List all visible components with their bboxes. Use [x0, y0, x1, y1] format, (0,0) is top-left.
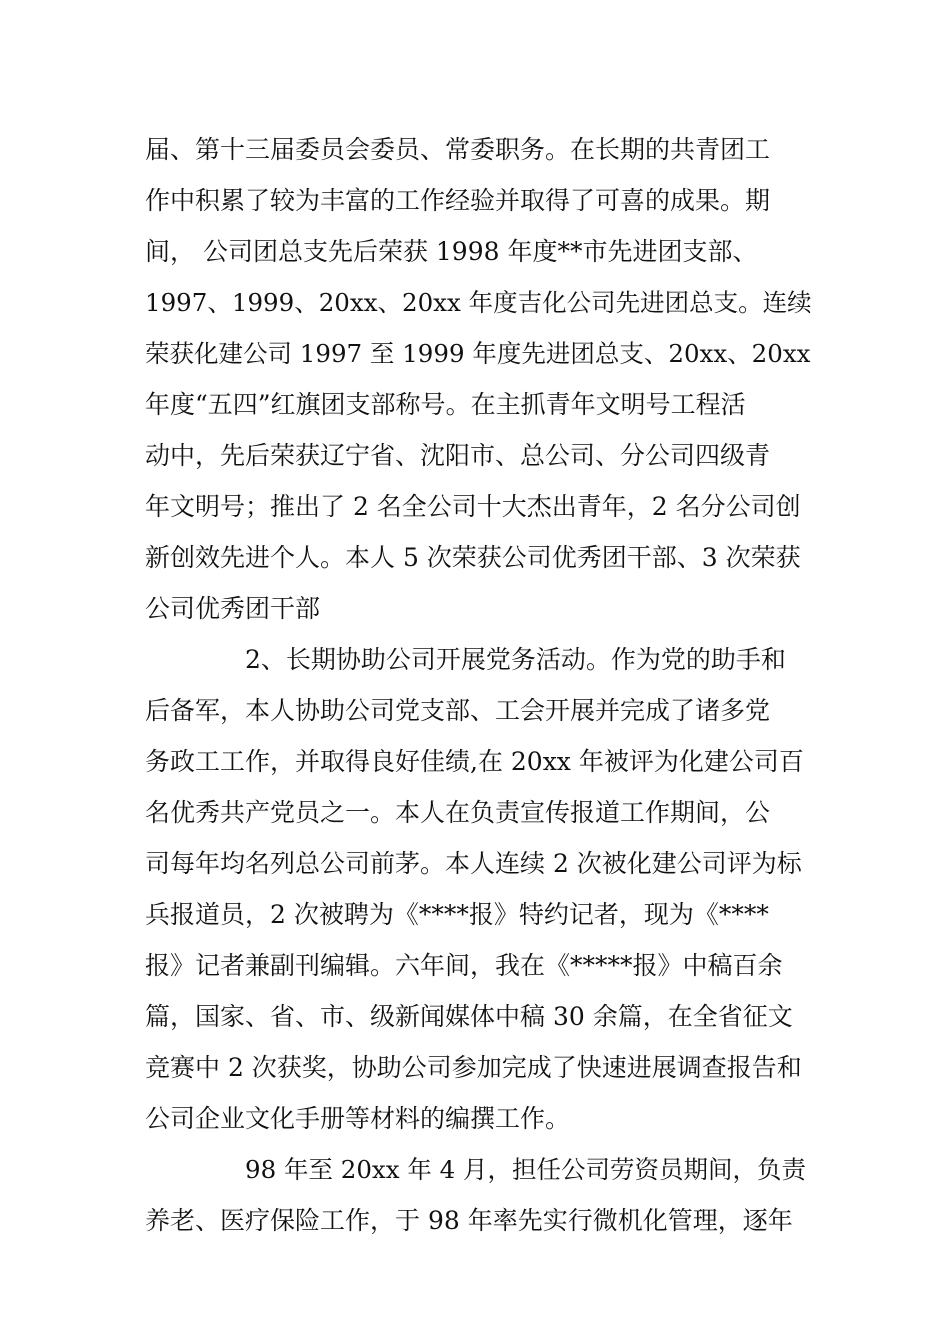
text-line: 荣获化建公司 1997 至 1999 年度先进团总支、20xx、20xx: [145, 339, 811, 368]
text-line: 竞赛中 2 次获奖，协助公司参加完成了快速进展调查报告和: [145, 1053, 802, 1082]
text-line: 兵报道员，2 次被聘为《****报》特约记者，现为《****: [145, 900, 769, 929]
text-line: 名优秀共产党员之一。本人在负责宣传报道工作期间，公: [145, 798, 771, 827]
text-line: 年度“五四”红旗团支部称号。在主抓青年文明号工程活: [145, 390, 746, 419]
paragraph-first-line: 2、长期协助公司开展党务活动。作为党的助手和: [245, 645, 786, 674]
paragraph-first-line: 98 年至 20xx 年 4 月，担任公司劳资员期间，负责: [245, 1155, 807, 1184]
text-line: 届、第十三届委员会委员、常委职务。在长期的共青团工: [145, 135, 771, 164]
text-line: 公司企业文化手册等材料的编撰工作。: [145, 1104, 571, 1133]
text-line: 养老、医疗保险工作，于 98 年率先实行微机化管理，逐年: [145, 1206, 793, 1235]
text-line: 后备军，本人协助公司党支部、工会开展并完成了诸多党: [145, 696, 771, 725]
text-line: 新创效先进个人。本人 5 次荣获公司优秀团干部、3 次荣获: [145, 543, 801, 572]
text-line: 务政工工作，并取得良好佳绩,在 20xx 年被评为化建公司百: [145, 747, 804, 776]
text-line: 年文明号；推出了 2 名全公司十大杰出青年，2 名分公司创: [145, 492, 801, 521]
text-line: 篇，国家、省、市、级新闻媒体中稿 30 余篇，在全省征文: [145, 1002, 793, 1031]
text-line: 公司优秀团干部: [145, 594, 321, 623]
text-line: 作中积累了较为丰富的工作经验并取得了可喜的成果。期: [145, 186, 771, 215]
text-line: 司每年均名列总公司前茅。本人连续 2 次被化建公司评为标: [145, 849, 802, 878]
text-line: 间， 公司团总支先后荣获 1998 年度**市先进团支部、: [145, 237, 758, 266]
text-line: 1997、1999、20xx、20xx 年度吉化公司先进团总支。连续: [145, 288, 812, 317]
text-line: 报》记者兼副刊编辑。六年间，我在《*****报》中稿百余: [145, 951, 783, 980]
text-line: 动中，先后荣获辽宁省、沈阳市、总公司、分公司四级青: [145, 441, 771, 470]
